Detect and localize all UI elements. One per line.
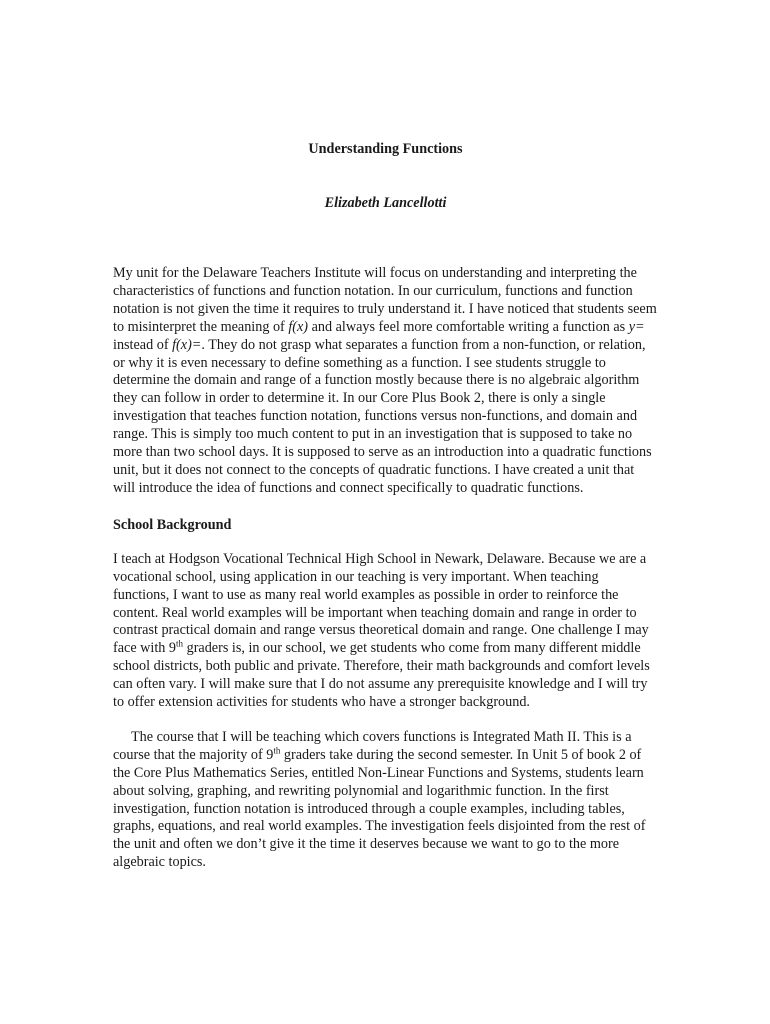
document-page bbox=[113, 140, 658, 872]
section-heading: School Background bbox=[113, 516, 232, 533]
intro-text-2: and always feel more comfortable writing a function as bbox=[308, 318, 629, 335]
bg1-text-2: graders is, in our school, we get students who come from many different middle school districts, both public and private. Therefore, their math backgrounds and comfort levels can often vary. I will make sure that I do not assume any prerequisite knowledge and I will try to offer extension activities for students who have a stronger background. bbox=[113, 640, 650, 711]
bg2-superscript: th bbox=[273, 745, 281, 756]
intro-text-3: instead of bbox=[113, 336, 173, 353]
intro-fx-2: f(x)= bbox=[172, 336, 202, 353]
document-author: Elizabeth Lancellotti bbox=[324, 195, 447, 211]
bg1-superscript: th bbox=[176, 638, 184, 649]
intro-text-1: My unit for the Delaware Teachers Institute will focus on understanding and interpreting the characteristics of functions and function notation. In our curriculum, functions and function notation is not given the time it requires to truly understand it. I have noticed that students seem to misinterpret the meaning of bbox=[113, 265, 657, 335]
background-paragraph-2 bbox=[113, 729, 658, 872]
bg1-text-1: I teach at Hodgson Vocational Technical High School in Newark, Delaware. Because we are a vocational school, using application in our teaching is very important. When teaching functions, I want to use as many real world examples as possible in order to reinforce the content. Real world examples will be important when teaching domain and range in order to contrast practical domain and range versus theoretical domain and range. One challenge I may face with 9 bbox=[113, 550, 649, 657]
intro-fx-1: f(x) bbox=[288, 318, 309, 335]
bg2-text-1: The course that I will be teaching which covers functions is Integrated Math II. This is a course that the majority of 9 bbox=[113, 728, 632, 763]
background-paragraph-1 bbox=[113, 551, 658, 712]
intro-paragraph bbox=[113, 265, 658, 498]
document-title: Understanding Functions bbox=[308, 141, 463, 157]
intro-text-4: . They do not grasp what separates a function from a non-function, or relation, or why it is even necessary to define something as a function. I see students struggle to determine the domain and range of a function mostly because there is no algebraic algorithm they can follow in order to determine it. In our Core Plus Book 2, there is only a single investigation that teaches function notation, functions versus non-functions, and domain and range. This is simply too much content to put in an investigation that is supposed to take no more than two school days. It is supposed to serve as an introduction into a quadratic functions unit, but it does not connect to the concepts of quadratic functions. I have created a unit that will introduce the idea of functions and connect specifically to quadratic functions. bbox=[113, 336, 652, 496]
intro-y: y= bbox=[628, 318, 645, 335]
bg2-text-2: graders take during the second semester. In Unit 5 of book 2 of the Core Plus Mathematics Series, entitled Non-Linear Functions and Systems, students learn about solving, graphing, and rewriting polynomial and logarithmic function. In the first investigation, function notation is introduced through a couple examples, including tables, graphs, equations, and real world examples. The investigation feels disjointed from the rest of the unit and often we don’t give it the time it deserves because we want to go to the more algebraic topics. bbox=[113, 746, 646, 871]
